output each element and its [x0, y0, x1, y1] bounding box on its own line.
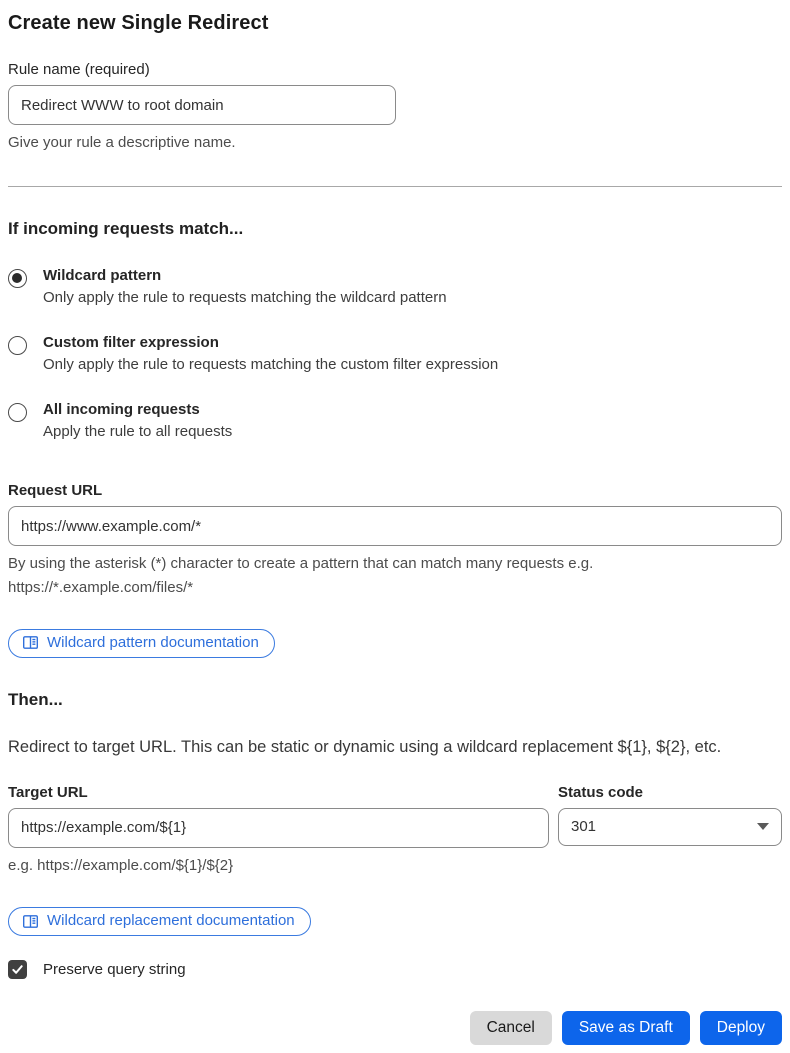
radio-option-wildcard-pattern[interactable] — [8, 267, 782, 306]
match-section-heading: If incoming requests match... — [8, 219, 244, 239]
chevron-down-icon — [757, 823, 769, 830]
radio-description: Apply the rule to all requests — [43, 423, 233, 441]
wildcard-replacement-documentation-button[interactable] — [8, 907, 311, 936]
rule-name-label: Rule name (required) — [8, 61, 150, 78]
save-as-draft-button[interactable]: Save as Draft — [562, 1011, 690, 1045]
checkbox-checked-icon[interactable] — [8, 960, 27, 979]
form-actions — [8, 1011, 782, 1045]
target-row — [8, 784, 782, 877]
status-code-label: Status code — [558, 783, 644, 801]
target-url-label: Target URL — [8, 783, 88, 801]
radio-button-icon[interactable] — [8, 403, 27, 422]
radio-label: Custom filter expression — [43, 334, 219, 352]
preserve-query-string-option[interactable] — [8, 960, 782, 979]
rule-name-input[interactable] — [8, 85, 396, 125]
radio-option-all-incoming-requests[interactable] — [8, 401, 782, 440]
page-title: Create new Single Redirect — [8, 12, 269, 34]
match-type-radio-group — [8, 267, 782, 440]
rule-name-help: Give your rule a descriptive name. — [8, 134, 236, 151]
create-single-redirect-form — [8, 12, 782, 1045]
deploy-button[interactable]: Deploy — [700, 1011, 782, 1045]
target-url-help: e.g. https://example.com/${1}/${2} — [8, 856, 234, 874]
doc-button-label: Wildcard pattern documentation — [47, 633, 259, 651]
radio-option-custom-filter-expression[interactable] — [8, 334, 782, 373]
section-divider — [8, 186, 782, 187]
radio-label: Wildcard pattern — [43, 267, 162, 285]
radio-label: All incoming requests — [43, 401, 200, 419]
radio-description: Only apply the rule to requests matching the custom filter expression — [43, 356, 499, 374]
preserve-query-string-label: Preserve query string — [43, 961, 186, 978]
status-code-select[interactable] — [558, 808, 782, 846]
then-section-description: Redirect to target URL. This can be static or dynamic using a wildcard replacement ${1}, ${2}, etc. — [8, 737, 722, 756]
request-url-input[interactable] — [8, 506, 782, 546]
radio-description: Only apply the rule to requests matching the wildcard pattern — [43, 289, 447, 307]
then-section-heading: Then... — [8, 689, 63, 709]
radio-button-icon[interactable] — [8, 336, 27, 355]
doc-button-label: Wildcard replacement documentation — [47, 912, 295, 929]
open-book-icon — [22, 634, 39, 651]
radio-button-icon[interactable] — [8, 269, 27, 288]
cancel-button[interactable]: Cancel — [470, 1011, 552, 1045]
target-url-input[interactable] — [8, 808, 549, 848]
status-code-value: 301 — [571, 818, 597, 836]
open-book-icon — [22, 913, 39, 930]
request-url-label: Request URL — [8, 482, 103, 500]
request-url-help: By using the asterisk (*) character to create a pattern that can match many requests e.g. https://*.example.com/files/* — [8, 555, 594, 596]
wildcard-pattern-documentation-button[interactable] — [8, 629, 275, 658]
